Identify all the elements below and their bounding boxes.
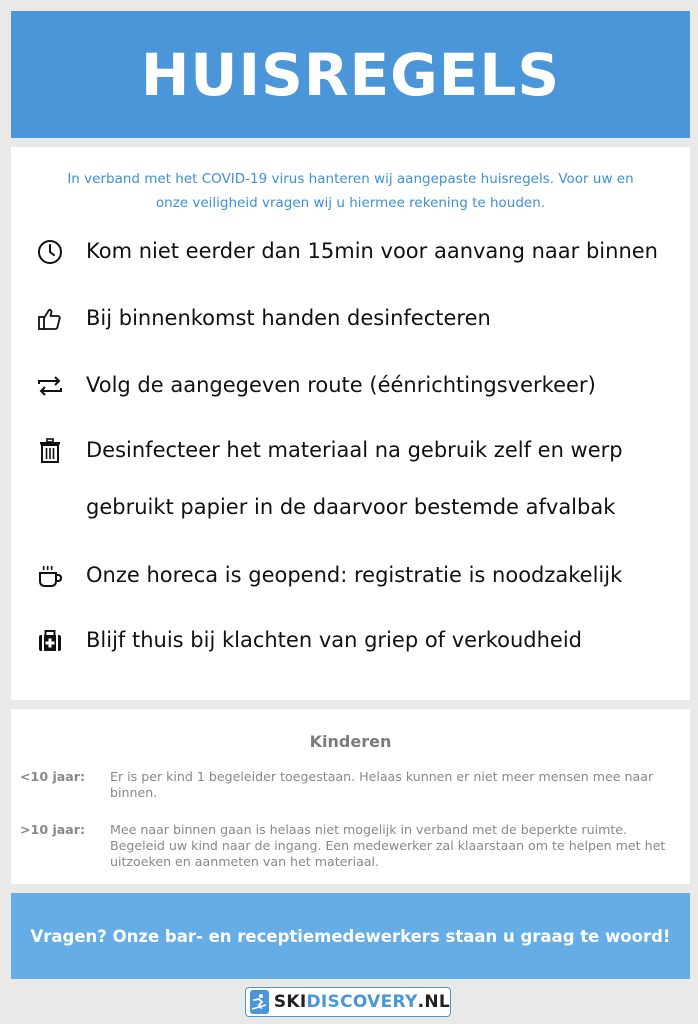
logo-text-discovery: DISCOVERY <box>306 992 418 1012</box>
rule-text: Desinfecteer het materiaal na gebruik zelf en werp gebruikt papier in de daarvoor bestemde afvalbak <box>86 438 623 519</box>
logo-text-nl: .NL <box>417 992 450 1012</box>
coffee-cup-icon <box>36 562 64 590</box>
kids-title: Kinderen <box>309 732 392 751</box>
age-label: <10 jaar: <box>20 769 86 784</box>
kids-panel <box>11 709 690 884</box>
intro-text: In verband met het COVID-19 virus hanteren wij aangepaste huisregels. Voor uw en onze veiligheid vragen wij u hiermee rekening te houden. <box>67 171 634 211</box>
rules-panel <box>11 147 690 700</box>
rule-item <box>11 369 690 414</box>
skier-icon <box>250 990 269 1014</box>
rule-item <box>11 302 690 347</box>
thumbs-up-icon <box>36 305 64 333</box>
trash-icon <box>36 437 64 465</box>
kids-row <box>20 769 680 801</box>
rule-item <box>11 624 690 669</box>
header-banner <box>11 11 690 138</box>
rule-item <box>11 434 690 536</box>
first-aid-kit-icon <box>36 627 64 655</box>
questions-banner <box>11 893 690 979</box>
logo-text-ski: SKI <box>273 992 307 1012</box>
skidiscovery-logo <box>245 987 451 1017</box>
rule-text: Volg de aangegeven route (éénrichtingsverkeer) <box>86 373 596 397</box>
rule-text: Bij binnenkomst handen desinfecteren <box>86 306 491 330</box>
kids-row <box>20 822 680 870</box>
page-title: HUISREGELS <box>140 40 561 109</box>
age-description: Er is per kind 1 begeleider toegestaan. Helaas kunnen er niet meer mensen mee naar binnen. <box>110 769 654 800</box>
rule-text: Kom niet eerder dan 15min voor aanvang naar binnen <box>86 239 658 263</box>
route-arrows-icon <box>36 372 64 400</box>
rule-item <box>11 235 690 280</box>
rule-item <box>11 559 690 604</box>
rule-text: Blijf thuis bij klachten van griep of verkoudheid <box>86 628 583 652</box>
clock-icon <box>36 238 64 266</box>
questions-text: Vragen? Onze bar- en receptiemedewerkers staan u graag te woord! <box>30 926 671 946</box>
age-label: >10 jaar: <box>20 822 86 837</box>
rule-text: Onze horeca is geopend: registratie is noodzakelijk <box>86 563 623 587</box>
age-description: Mee naar binnen gaan is helaas niet mogelijk in verband met de beperkte ruimte. Begeleid uw kind naar de ingang. Een medewerker zal klaarstaan om te helpen met het uitzoeken en aanmeten van het materiaal. <box>110 822 666 869</box>
